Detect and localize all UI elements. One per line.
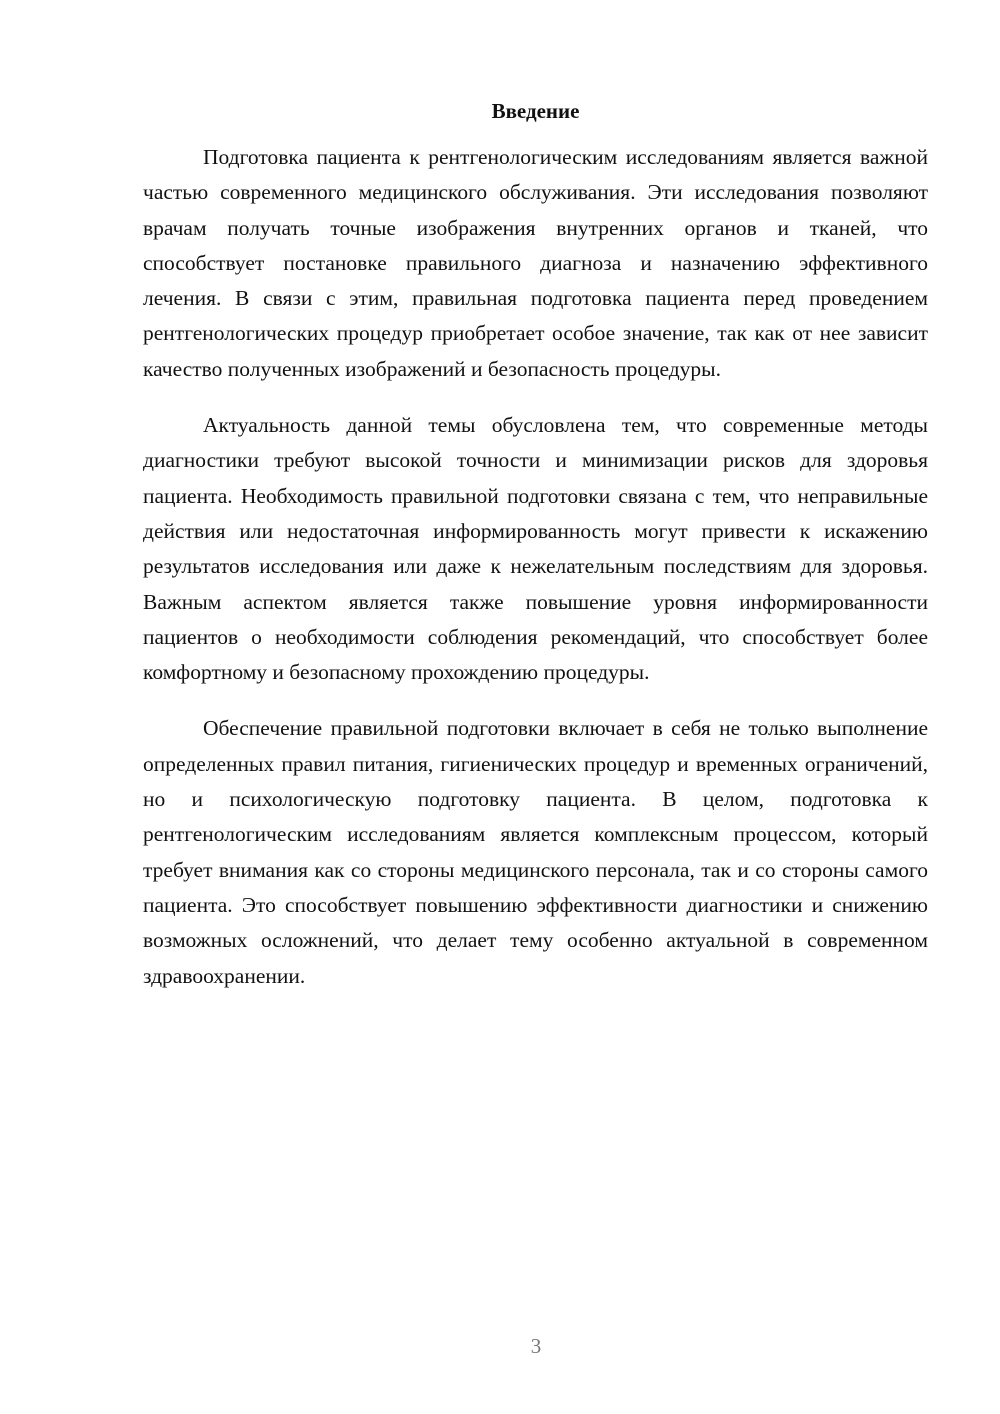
page-number: 3 — [530, 1334, 542, 1358]
paragraph-2: Актуальность данной темы обусловлена тем, что современные методы диагностики требуют высокой точности и минимизации рисков для здоровья пациента. Необходимость правильной подготовки связана с тем, что неправильные действия или недостаточная информированность могут привести к искажению результатов исследования или даже к нежелательным последствиям для здоровья. Важным аспектом является также повышение уровня информированности пациентов о необходимости соблюдения рекомендаций, что способствует более комфортному и безопасному прохождению процедуры. — [143, 413, 928, 685]
paragraph-1: Подготовка пациента к рентгенологическим исследованиям является важной частью современного медицинского обслуживания. Эти исследования позволяют врачам получать точные изображения внутренних органов и тканей, что способствует постановке правильного диагноза и назначению эффективного лечения. В связи с этим, правильная подготовка пациента перед проведением рентгенологических процедур приобретает особое значение, так как от нее зависит качество полученных изображений и безопасность процедуры. — [143, 145, 928, 381]
page-content — [143, 96, 928, 1015]
paragraph-3: Обеспечение правильной подготовки включает в себя не только выполнение определенных правил питания, гигиенических процедур и временных ограничений, но и психологическую подготовку пациента. В целом, подготовка к рентгенологическим исследованиям является комплексным процессом, который требует внимания как со стороны медицинского персонала, так и со стороны самого пациента. Это способствует повышению эффективности диагностики и снижению возможных осложнений, что делает тему особенно актуальной в современном здравоохранении. — [143, 716, 928, 988]
section-heading: Введение — [491, 99, 580, 123]
